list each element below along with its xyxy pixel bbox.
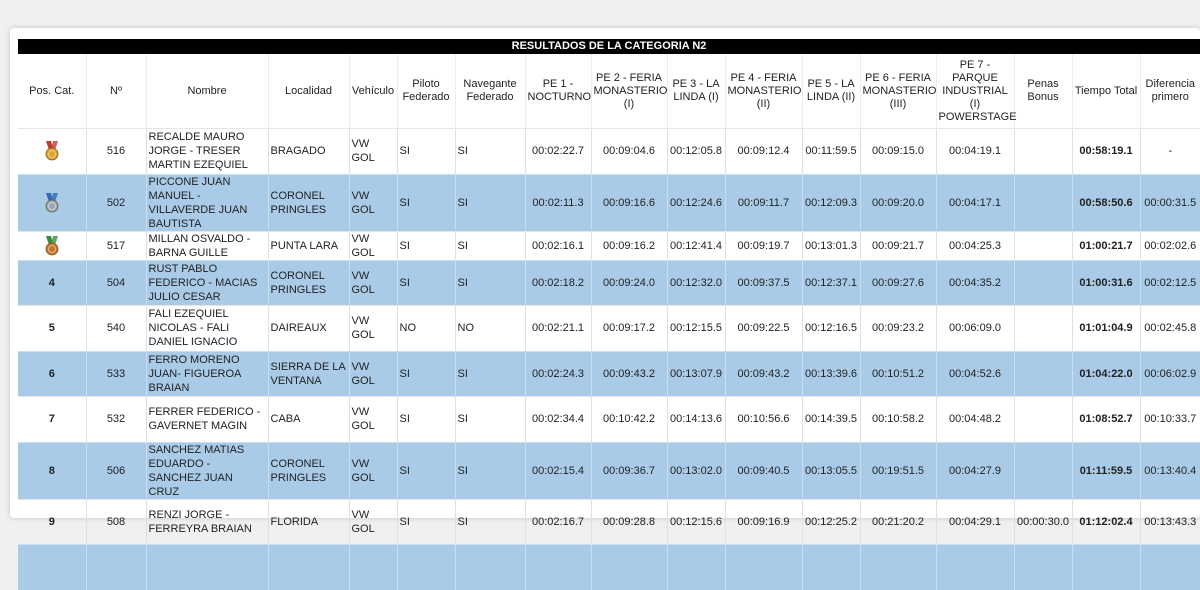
cell-pe7: 00:04:52.6 (936, 351, 1014, 397)
cell-pe4: 00:09:22.5 (725, 306, 802, 352)
cell-pos (18, 174, 86, 231)
cell-localidad: SIERRA DE LA VENTANA (268, 351, 349, 397)
cell-vehiculo: VW GOL (349, 231, 397, 260)
cell-pe6: 00:09:20.0 (860, 174, 936, 231)
results-body (18, 129, 1200, 590)
cell-pe7: 00:04:48.2 (936, 397, 1014, 443)
cell-pe3: 00:12:32.0 (667, 260, 725, 306)
table-row (18, 260, 1200, 306)
cell-pe5: 00:12:25.2 (802, 499, 860, 545)
cell-pe1: 00:02:21.1 (525, 306, 591, 352)
cell-pe7: 00:04:29.1 (936, 499, 1014, 545)
cell-navegante (455, 545, 525, 590)
cell-pe3: 00:12:24.6 (667, 174, 725, 231)
cell-total: 01:00:31.6 (1072, 260, 1140, 306)
cell-pe1 (525, 545, 591, 590)
cell-penas (1014, 397, 1072, 443)
cell-pe3: 00:12:15.6 (667, 499, 725, 545)
cell-pe6 (860, 545, 936, 590)
cell-pos (18, 442, 86, 499)
table-row (18, 351, 1200, 397)
cell-pe1: 00:02:16.7 (525, 499, 591, 545)
col-header-pos: Pos. Cat. (18, 54, 86, 129)
table-row (18, 306, 1200, 352)
cell-pe1: 00:02:18.2 (525, 260, 591, 306)
cell-name: FERRO MORENO JUAN- FIGUEROA BRAIAN (146, 351, 268, 397)
cell-localidad: PUNTA LARA (268, 231, 349, 260)
cell-diff: 00:10:33.7 (1140, 397, 1200, 443)
cell-total: 00:58:50.6 (1072, 174, 1140, 231)
cell-pe2 (591, 545, 667, 590)
cell-total: 01:01:04.9 (1072, 306, 1140, 352)
cell-num: 532 (86, 397, 146, 443)
cell-pe4: 00:09:12.4 (725, 129, 802, 175)
cell-pe1: 00:02:11.3 (525, 174, 591, 231)
cell-num: 504 (86, 260, 146, 306)
cell-pe1: 00:02:22.7 (525, 129, 591, 175)
cell-num: 533 (86, 351, 146, 397)
cell-pe7: 00:06:09.0 (936, 306, 1014, 352)
cell-name (146, 545, 268, 590)
col-header-pe6: PE 6 - FERIA MONASTERIO (III) (860, 54, 936, 129)
table-row (18, 231, 1200, 260)
cell-pe5: 00:12:16.5 (802, 306, 860, 352)
cell-penas (1014, 442, 1072, 499)
cell-navegante: SI (455, 397, 525, 443)
cell-pe6: 00:09:27.6 (860, 260, 936, 306)
pos-label: 5 (49, 322, 55, 334)
col-header-pe1: PE 1 - NOCTURNO (525, 54, 591, 129)
cell-navegante: SI (455, 351, 525, 397)
cell-pe5: 00:12:09.3 (802, 174, 860, 231)
cell-pe1: 00:02:24.3 (525, 351, 591, 397)
cell-pe7: 00:04:25.3 (936, 231, 1014, 260)
pos-label: 4 (49, 277, 55, 289)
cell-vehiculo: VW GOL (349, 174, 397, 231)
col-header-penas: Penas Bonus (1014, 54, 1072, 129)
cell-pe3: 00:13:02.0 (667, 442, 725, 499)
col-header-name: Nombre (146, 54, 268, 129)
cell-vehiculo (349, 545, 397, 590)
cell-pe7: 00:04:17.1 (936, 174, 1014, 231)
col-header-pe7: PE 7 - PARQUE INDUSTRIAL (I) POWERSTAGE (936, 54, 1014, 129)
cell-diff: 00:02:45.8 (1140, 306, 1200, 352)
cell-num: 502 (86, 174, 146, 231)
cell-pe3: 00:12:05.8 (667, 129, 725, 175)
cell-total: 01:00:21.7 (1072, 231, 1140, 260)
cell-pe4: 00:09:19.7 (725, 231, 802, 260)
table-row (18, 442, 1200, 499)
cell-pe1: 00:02:16.1 (525, 231, 591, 260)
cell-pe5: 00:12:37.1 (802, 260, 860, 306)
cell-pe7: 00:04:27.9 (936, 442, 1014, 499)
cell-vehiculo: VW GOL (349, 499, 397, 545)
cell-pos (18, 306, 86, 352)
cell-localidad (268, 545, 349, 590)
table-title: RESULTADOS DE LA CATEGORIA N2 (18, 39, 1200, 54)
cell-total: 01:12:02.4 (1072, 499, 1140, 545)
col-header-pe5: PE 5 - LA LINDA (II) (802, 54, 860, 129)
pos-label: 6 (49, 368, 55, 380)
cell-pe3: 00:12:15.5 (667, 306, 725, 352)
cell-name: PICCONE JUAN MANUEL - VILLAVERDE JUAN BAUTISTA (146, 174, 268, 231)
cell-pe4: 00:09:11.7 (725, 174, 802, 231)
cell-pe7 (936, 545, 1014, 590)
cell-piloto: SI (397, 260, 455, 306)
cell-piloto (397, 545, 455, 590)
cell-localidad: CABA (268, 397, 349, 443)
pos-label: 7 (49, 413, 55, 425)
cell-vehiculo: VW GOL (349, 397, 397, 443)
cell-vehiculo: VW GOL (349, 306, 397, 352)
cell-navegante: SI (455, 260, 525, 306)
cell-pe2: 00:09:24.0 (591, 260, 667, 306)
cell-vehiculo: VW GOL (349, 260, 397, 306)
cell-penas (1014, 174, 1072, 231)
cell-pe5: 00:13:01.3 (802, 231, 860, 260)
cell-pe1: 00:02:34.4 (525, 397, 591, 443)
cell-pe2: 00:09:16.2 (591, 231, 667, 260)
results-table (18, 39, 1200, 590)
gold-medal-icon (43, 141, 61, 161)
cell-penas (1014, 231, 1072, 260)
cell-pe4: 00:09:43.2 (725, 351, 802, 397)
col-header-pe4: PE 4 - FERIA MONASTERIO (II) (725, 54, 802, 129)
cell-pe4: 00:09:16.9 (725, 499, 802, 545)
cell-name: RENZI JORGE - FERREYRA BRAIAN (146, 499, 268, 545)
col-header-navegante: Navegante Federado (455, 54, 525, 129)
cell-pe2: 00:09:43.2 (591, 351, 667, 397)
cell-localidad: CORONEL PRINGLES (268, 442, 349, 499)
cell-penas (1014, 545, 1072, 590)
cell-vehiculo: VW GOL (349, 351, 397, 397)
cell-diff: 00:13:40.4 (1140, 442, 1200, 499)
silver-medal-icon (43, 193, 61, 213)
cell-pe2: 00:09:36.7 (591, 442, 667, 499)
cell-pe6: 00:10:51.2 (860, 351, 936, 397)
cell-piloto: NO (397, 306, 455, 352)
cell-total: 01:11:59.5 (1072, 442, 1140, 499)
cell-diff: 00:06:02.9 (1140, 351, 1200, 397)
cell-localidad: CORONEL PRINGLES (268, 260, 349, 306)
cell-navegante: SI (455, 231, 525, 260)
cell-piloto: SI (397, 231, 455, 260)
cell-pe3: 00:13:07.9 (667, 351, 725, 397)
cell-total: 00:58:19.1 (1072, 129, 1140, 175)
cell-diff: 00:13:43.3 (1140, 499, 1200, 545)
cell-pe6: 00:10:58.2 (860, 397, 936, 443)
col-header-pe3: PE 3 - LA LINDA (I) (667, 54, 725, 129)
bronze-medal-icon (43, 236, 61, 256)
cell-diff: 00:02:02.6 (1140, 231, 1200, 260)
cell-pos (18, 260, 86, 306)
cell-pos (18, 499, 86, 545)
col-header-total: Tiempo Total (1072, 54, 1140, 129)
table-row (18, 129, 1200, 175)
cell-name: SANCHEZ MATIAS EDUARDO - SANCHEZ JUAN CRUZ (146, 442, 268, 499)
cell-total: 01:08:52.7 (1072, 397, 1140, 443)
cell-piloto: SI (397, 174, 455, 231)
cell-name: RUST PABLO FEDERICO - MACIAS JULIO CESAR (146, 260, 268, 306)
cell-piloto: SI (397, 129, 455, 175)
cell-diff: 00:00:31.5 (1140, 174, 1200, 231)
col-header-piloto: Piloto Federado (397, 54, 455, 129)
cell-pe3 (667, 545, 725, 590)
pos-label: 9 (49, 516, 55, 528)
header-row (18, 54, 1200, 129)
cell-pos (18, 545, 86, 590)
cell-pos (18, 397, 86, 443)
cell-pe3: 00:12:41.4 (667, 231, 725, 260)
cell-pos (18, 129, 86, 175)
cell-num: 506 (86, 442, 146, 499)
cell-navegante: SI (455, 499, 525, 545)
cell-pe4: 00:09:37.5 (725, 260, 802, 306)
cell-pe5: 00:13:39.6 (802, 351, 860, 397)
cell-name: RECALDE MAURO JORGE - TRESER MARTIN EZEQUIEL (146, 129, 268, 175)
cell-piloto: SI (397, 499, 455, 545)
cell-localidad: DAIREAUX (268, 306, 349, 352)
cell-diff: 00:02:12.5 (1140, 260, 1200, 306)
cell-penas (1014, 129, 1072, 175)
col-header-diff: Diferencia primero (1140, 54, 1200, 129)
cell-penas: 00:00:30.0 (1014, 499, 1072, 545)
cell-total: 01:04:22.0 (1072, 351, 1140, 397)
cell-num (86, 545, 146, 590)
cell-name: MILLAN OSVALDO - BARNA GUILLE (146, 231, 268, 260)
cell-localidad: CORONEL PRINGLES (268, 174, 349, 231)
cell-pos (18, 351, 86, 397)
cell-penas (1014, 351, 1072, 397)
cell-pe7: 00:04:35.2 (936, 260, 1014, 306)
cell-pe6: 00:09:15.0 (860, 129, 936, 175)
cell-pe4: 00:09:40.5 (725, 442, 802, 499)
cell-piloto: SI (397, 351, 455, 397)
cell-vehiculo: VW GOL (349, 129, 397, 175)
col-header-vehiculo: Vehículo (349, 54, 397, 129)
cell-pe5: 00:13:05.5 (802, 442, 860, 499)
cell-pe2: 00:09:04.6 (591, 129, 667, 175)
cell-pe5: 00:14:39.5 (802, 397, 860, 443)
cell-name: FERRER FEDERICO - GAVERNET MAGIN (146, 397, 268, 443)
cell-navegante: SI (455, 129, 525, 175)
cell-pe6: 00:09:23.2 (860, 306, 936, 352)
cell-total (1072, 545, 1140, 590)
cell-diff: - (1140, 129, 1200, 175)
col-header-pe2: PE 2 - FERIA MONASTERIO (I) (591, 54, 667, 129)
pos-label: 8 (49, 465, 55, 477)
col-header-num: Nº (86, 54, 146, 129)
cell-localidad: BRAGADO (268, 129, 349, 175)
cell-pe6: 00:09:21.7 (860, 231, 936, 260)
cell-pe7: 00:04:19.1 (936, 129, 1014, 175)
cell-navegante: SI (455, 442, 525, 499)
cell-pe5: 00:11:59.5 (802, 129, 860, 175)
cell-pe6: 00:19:51.5 (860, 442, 936, 499)
cell-pos (18, 231, 86, 260)
cell-localidad: FLORIDA (268, 499, 349, 545)
cell-pe4 (725, 545, 802, 590)
cell-piloto: SI (397, 442, 455, 499)
cell-pe2: 00:09:28.8 (591, 499, 667, 545)
cell-pe3: 00:14:13.6 (667, 397, 725, 443)
cell-diff (1140, 545, 1200, 590)
cell-piloto: SI (397, 397, 455, 443)
cell-vehiculo: VW GOL (349, 442, 397, 499)
table-row (18, 397, 1200, 443)
cell-pe5 (802, 545, 860, 590)
table-row (18, 499, 1200, 545)
cell-pe4: 00:10:56.6 (725, 397, 802, 443)
col-header-localidad: Localidad (268, 54, 349, 129)
cell-pe2: 00:09:17.2 (591, 306, 667, 352)
table-row (18, 545, 1200, 590)
cell-pe2: 00:10:42.2 (591, 397, 667, 443)
cell-penas (1014, 306, 1072, 352)
results-card (10, 28, 1200, 518)
cell-num: 516 (86, 129, 146, 175)
cell-penas (1014, 260, 1072, 306)
cell-pe1: 00:02:15.4 (525, 442, 591, 499)
cell-num: 540 (86, 306, 146, 352)
cell-pe6: 00:21:20.2 (860, 499, 936, 545)
cell-name: FALI EZEQUIEL NICOLAS - FALI DANIEL IGNACIO (146, 306, 268, 352)
table-row (18, 174, 1200, 231)
cell-num: 517 (86, 231, 146, 260)
cell-navegante: NO (455, 306, 525, 352)
cell-pe2: 00:09:16.6 (591, 174, 667, 231)
cell-num: 508 (86, 499, 146, 545)
cell-navegante: SI (455, 174, 525, 231)
